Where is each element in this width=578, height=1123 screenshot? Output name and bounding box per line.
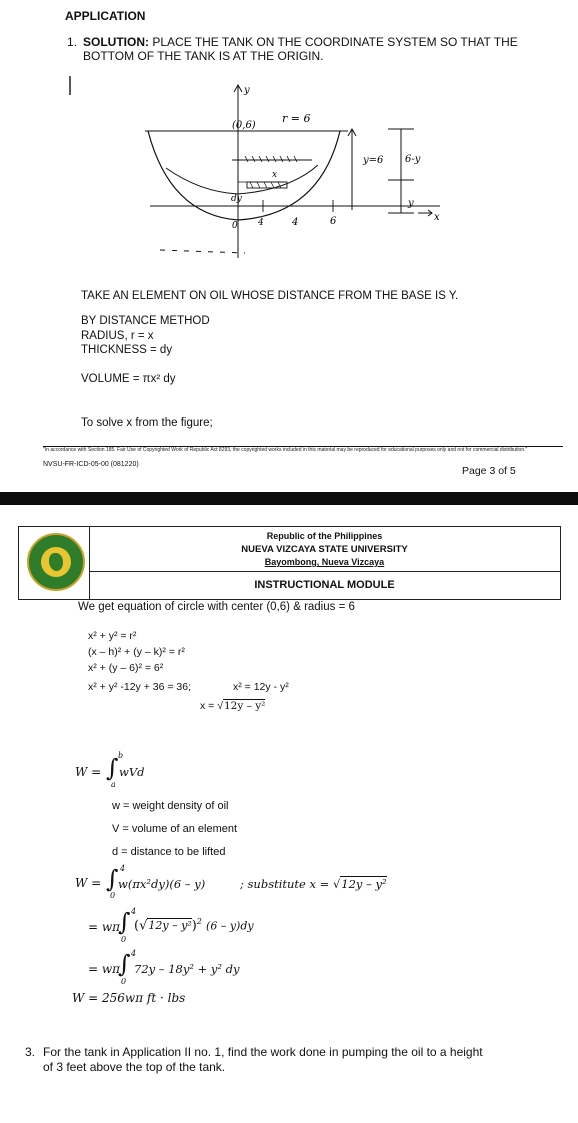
header-module: INSTRUCTIONAL MODULE — [254, 579, 395, 591]
header-divider-horizontal — [89, 571, 560, 572]
equation-2: (x – h)² + (y – k)² = r² — [88, 646, 185, 658]
work-def-integral: ∫ — [106, 754, 119, 782]
question-3-line-2: of 3 feet above the top of the tank. — [43, 1060, 226, 1074]
work-result: W = 256wπ ft · lbs — [72, 991, 186, 1005]
step1-substitute-text: ; substitute x = — [240, 877, 333, 891]
footer-code: NVSU-FR-ICD-05-00 (081220) — [43, 461, 139, 468]
fig-y-small-label: y — [408, 198, 414, 209]
step1-substitute-radicand: 12y – y² — [341, 877, 387, 891]
header-republic: Republic of the Philippines — [266, 531, 383, 541]
circle-intro: We get equation of circle with center (0,6) & radius = 6 — [78, 601, 355, 613]
step2-tail: (6 – y)dy — [206, 919, 254, 933]
module-header — [18, 526, 561, 600]
fig-six-label: 6 — [330, 216, 337, 227]
question-3-line-1: For the tank in Application II no. 1, find the work done in pumping the oil to a height — [43, 1045, 483, 1059]
step1-lhs: W = — [75, 876, 102, 890]
seal-map-shape — [49, 553, 63, 571]
def-weight-density: w = weight density of oil — [112, 800, 229, 812]
step1-body: w(πx²dy)(6 – y) — [118, 877, 206, 891]
equation-5 — [200, 700, 265, 712]
step2-body — [134, 917, 254, 933]
fig-y6-label: y=6 — [363, 155, 384, 166]
equation-4b: x² = 12y - y² — [233, 681, 289, 693]
university-seal — [27, 533, 85, 591]
fig-x-small-label: x — [272, 170, 278, 180]
page-divider — [0, 492, 578, 505]
equation-5-radicand: 12y – y² — [223, 700, 266, 712]
step3-lhs: = wπ — [88, 962, 121, 976]
element-strip — [247, 182, 287, 188]
equation-4: x² + y² -12y + 36 = 36; — [88, 681, 192, 693]
oil-hatching — [245, 156, 297, 162]
element-description: TAKE AN ELEMENT ON OIL WHOSE DISTANCE FROM THE BASE IS Y. — [81, 290, 459, 302]
tank-figure — [0, 0, 578, 270]
step3-integral: ∫ — [118, 950, 131, 978]
baseline-dashed — [160, 250, 245, 253]
work-def-upper: b — [118, 751, 124, 760]
fig-tick4-label: 4 — [292, 217, 299, 228]
step2-lower: 0 — [121, 935, 127, 944]
step2-sqrt-sign: √ — [139, 918, 148, 934]
tank-inner-arc — [166, 165, 318, 194]
fig-center-label: (0,6) — [232, 120, 256, 131]
step1-upper: 4 — [120, 864, 126, 873]
def-distance: d = distance to be lifted — [112, 846, 226, 858]
solution-number: 1. — [67, 35, 78, 49]
step1-integral: ∫ — [106, 865, 119, 893]
def-volume: V = volume of an element — [112, 823, 238, 835]
step2-radicand: 12y – y² — [148, 919, 192, 933]
thickness-definition: THICKNESS = dy — [81, 344, 173, 356]
fig-y-axis-label: y — [244, 85, 250, 96]
work-def-lhs: W = — [75, 765, 102, 779]
header-university: NUEVA VIZCAYA STATE UNIVERSITY — [241, 544, 408, 555]
header-location: Bayombong, Nueva Vizcaya — [264, 557, 385, 567]
fig-6-minus-y-label: 6-y — [405, 154, 421, 165]
work-def-body: wVd — [119, 765, 145, 779]
sqrt-sign: √ — [217, 700, 223, 712]
equation-3: x² + (y – 6)² = 6² — [88, 662, 164, 674]
question-3-number: 3. — [25, 1045, 36, 1059]
step3-upper: 4 — [131, 949, 137, 958]
method-label: BY DISTANCE METHOD — [81, 315, 210, 327]
fig-x-axis-label: x — [434, 212, 440, 223]
equation-5-lhs: x = — [200, 700, 218, 712]
radius-definition: RADIUS, r = x — [81, 330, 154, 342]
step2-upper: 4 — [131, 907, 137, 916]
fig-radius-label: r = 6 — [282, 112, 311, 125]
step1-sqrt-sign: √ — [332, 877, 341, 891]
work-def-lower: a — [111, 780, 116, 789]
volume-definition: VOLUME = πx² dy — [81, 373, 176, 385]
step1-lower: 0 — [110, 891, 116, 900]
step2-close-paren: ) — [191, 918, 197, 934]
equation-1: x² + y² = r² — [88, 630, 137, 642]
step3-body: 72y – 18y² + y² dy — [134, 962, 240, 976]
fig-dy-label: dy — [231, 194, 242, 204]
step3-lower: 0 — [121, 977, 127, 986]
solution-text-1: PLACE THE TANK ON THE COORDINATE SYSTEM SO THAT THE — [152, 35, 518, 49]
step1-substitute — [240, 877, 387, 891]
page-heading: APPLICATION — [65, 9, 146, 23]
footer-notice: "In accordance with Section 185. Fair Use of Copyrighted Work of Republic Act 8293, the copyrighted works included in this material may be reproduced for educational purposes only and not for commercial distribution." — [43, 447, 528, 453]
fig-four-label: 4 — [258, 218, 264, 228]
step2-integral: ∫ — [118, 908, 131, 936]
solution-line-2: BOTTOM OF THE TANK IS AT THE ORIGIN. — [83, 49, 324, 63]
step2-open-paren: ( — [134, 918, 140, 934]
solution-label: SOLUTION: — [83, 35, 149, 49]
step2-exponent: 2 — [196, 917, 202, 926]
solve-x-text: To solve x from the figure; — [81, 417, 213, 429]
fig-origin-label: 0 — [232, 221, 238, 231]
step2-lhs: = wπ — [88, 920, 121, 934]
page-number: Page 3 of 5 — [462, 465, 516, 477]
